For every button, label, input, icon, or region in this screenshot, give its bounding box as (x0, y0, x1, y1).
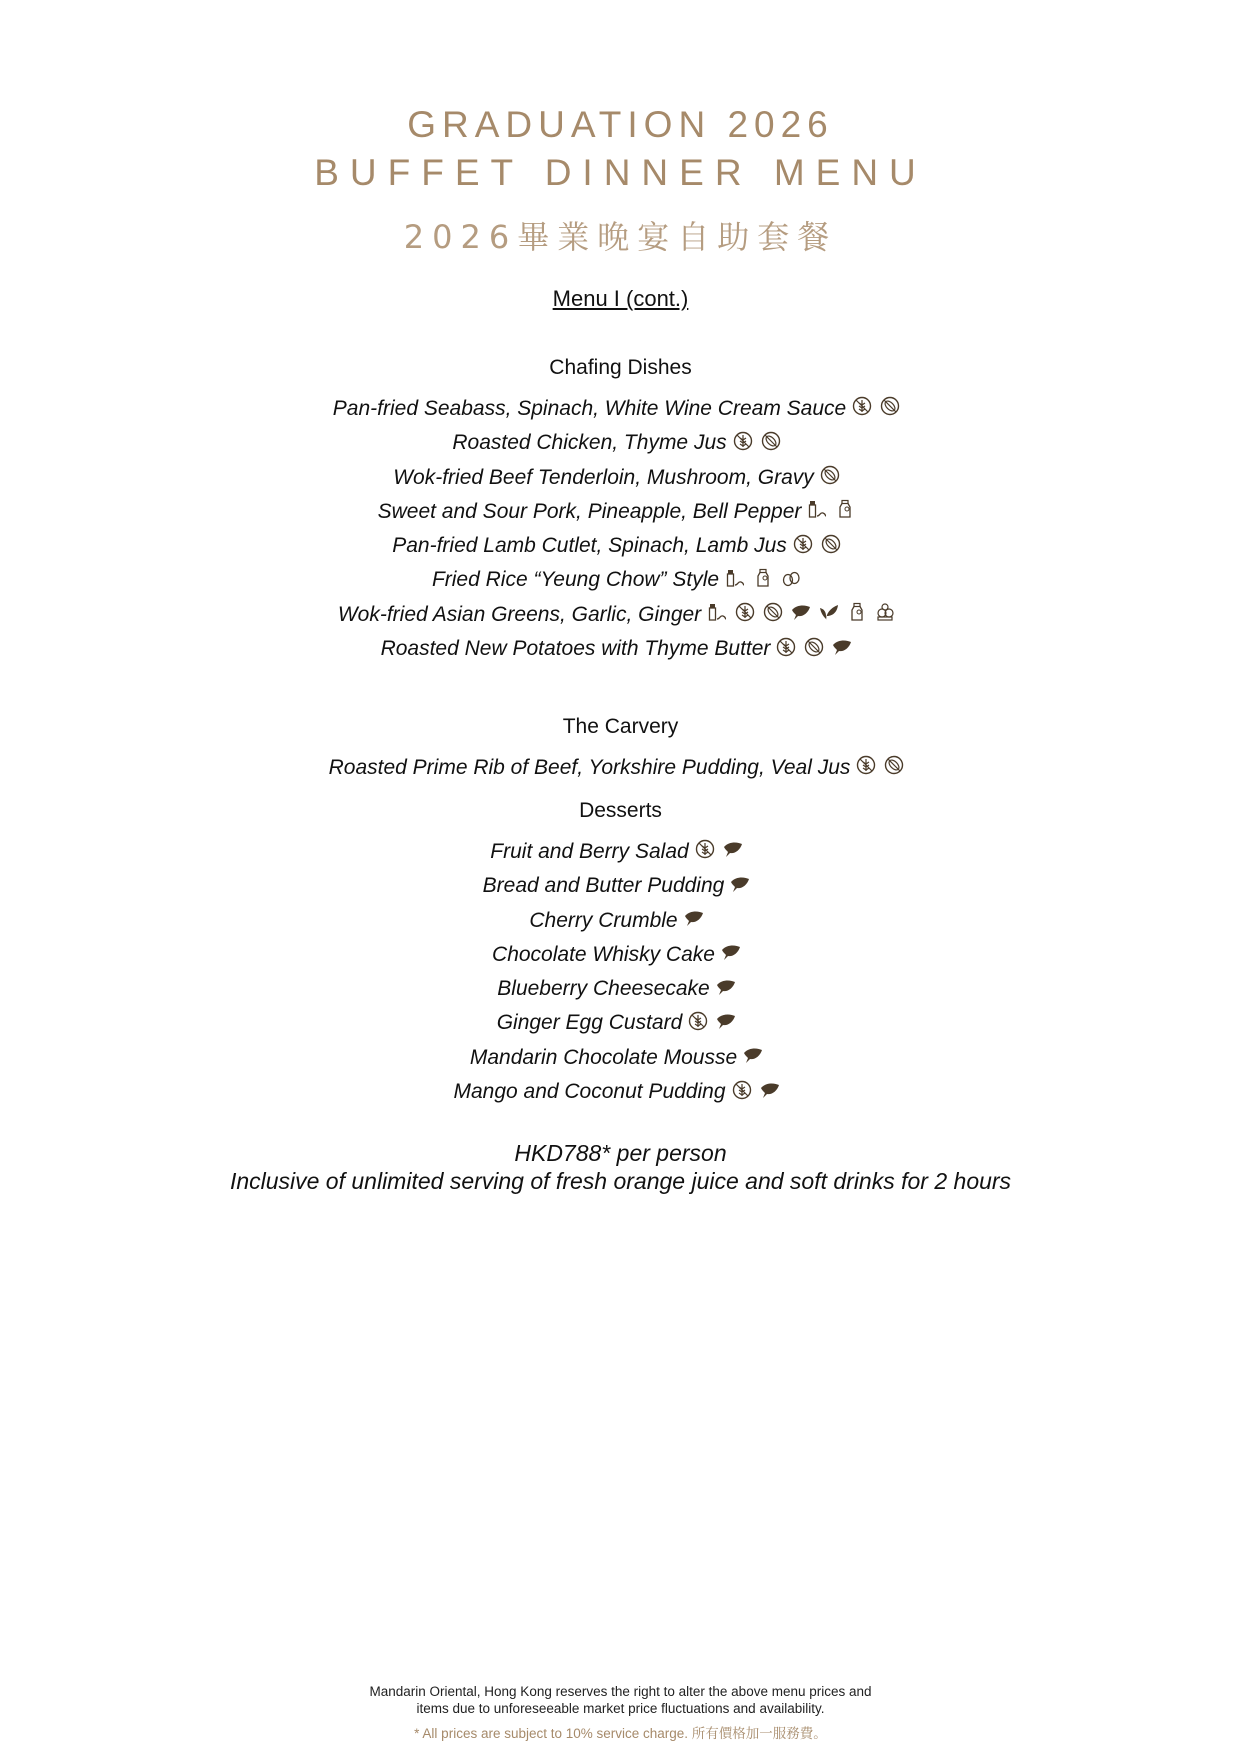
menu-item (0, 455, 1241, 489)
dairy-icon (835, 496, 855, 516)
menu-item (0, 745, 1241, 779)
dietary-icons (776, 626, 860, 660)
gluten-free-icon (776, 634, 796, 654)
vegetarian-icon (684, 905, 704, 925)
menu-item-name: Mango and Coconut Pudding (453, 1080, 726, 1104)
menu-section (0, 715, 1241, 779)
dietary-icons (725, 557, 809, 591)
menu-item-name: Blueberry Cheesecake (497, 977, 710, 1001)
dietary-icons (716, 966, 744, 1000)
dietary-icons (793, 523, 849, 557)
dietary-icons (852, 386, 908, 420)
menu-item-name: Cherry Crumble (529, 908, 678, 932)
menu-item-name: Roasted New Potatoes with Thyme Butter (380, 637, 771, 661)
gluten-free-icon (735, 599, 755, 619)
nut-free-icon (761, 428, 781, 448)
gluten-free-icon (793, 531, 813, 551)
vegetarian-icon (743, 1042, 763, 1062)
soy-icon (807, 496, 827, 516)
dietary-icons (688, 1000, 744, 1034)
dietary-icons (820, 455, 848, 489)
menu-item-name: Roasted Chicken, Thyme Jus (452, 431, 727, 455)
menu-item-name: Bread and Butter Pudding (482, 874, 725, 898)
section-title: Chafing Dishes (549, 356, 692, 379)
vegetarian-icon (723, 836, 743, 856)
menu-item-name: Ginger Egg Custard (496, 1011, 683, 1035)
dietary-icons (730, 863, 758, 897)
vegetarian-icon (730, 871, 750, 891)
nut-free-icon (821, 531, 841, 551)
price: HKD788* per person (514, 1140, 727, 1166)
menu-heading: Menu I (cont.) (552, 286, 689, 311)
title-line-2: BUFFET DINNER MENU (314, 152, 927, 193)
menu-item-name: Roasted Prime Rib of Beef, Yorkshire Pudding, Veal Jus (328, 756, 851, 779)
nut-free-icon (880, 393, 900, 413)
menu-item (0, 626, 1241, 660)
service-charge-note: * All prices are subject to 10% service charge. 所有價格加一服務費。 (414, 1726, 827, 1741)
menu-item-name: Fruit and Berry Salad (490, 840, 689, 863)
menu-section (0, 799, 1241, 1103)
gluten-free-icon (688, 1008, 708, 1028)
dietary-icons (856, 745, 912, 779)
gluten-free-icon (733, 428, 753, 448)
dairy-icon (753, 565, 773, 585)
vegetarian-icon (760, 1077, 780, 1097)
menu-item (0, 420, 1241, 454)
menu-item (0, 829, 1241, 863)
menu-item (0, 863, 1241, 897)
vegetarian-icon (791, 599, 811, 619)
gluten-free-icon (852, 393, 872, 413)
dietary-icons (733, 420, 789, 454)
menu-item (0, 898, 1241, 932)
menu-item (0, 386, 1241, 420)
dietary-icons (707, 592, 903, 626)
nut-free-icon (763, 599, 783, 619)
dietary-icons (807, 489, 863, 523)
footer-disclaimer-1: Mandarin Oriental, Hong Kong reserves the right to alter the above menu prices and (369, 1684, 872, 1699)
menu-item (0, 489, 1241, 523)
dietary-icons (732, 1069, 788, 1103)
vegan-icon (819, 599, 839, 619)
title-chinese: 2026畢業晚宴自助套餐 (403, 218, 838, 256)
menu-item (0, 523, 1241, 557)
inclusive-note: Inclusive of unlimited serving of fresh orange juice and soft drinks for 2 hours (229, 1168, 1012, 1194)
menu-item-name: Mandarin Chocolate Mousse (469, 1045, 738, 1069)
section-title: Desserts (579, 799, 662, 822)
soy-icon (707, 599, 727, 619)
dietary-icons (695, 829, 751, 863)
menu-item (0, 932, 1241, 966)
menu-section (0, 356, 1241, 660)
menu-item (0, 966, 1241, 1000)
menu-item-name: Pan-fried Seabass, Spinach, White Wine Cream Sauce (332, 397, 847, 420)
gluten-free-icon (856, 752, 876, 772)
nut-free-icon (820, 462, 840, 482)
vegetarian-icon (716, 1008, 736, 1028)
menu-item-name: Fried Rice “Yeung Chow” Style (431, 568, 720, 592)
menu-item (0, 1069, 1241, 1103)
soy-icon (725, 565, 745, 585)
vegetables-icon (875, 599, 895, 619)
menu-item-name: Wok-fried Beef Tenderloin, Mushroom, Gravy (393, 465, 814, 489)
menu-item-name: Chocolate Whisky Cake (492, 942, 715, 966)
nut-free-icon (804, 634, 824, 654)
title-line-1: GRADUATION 2026 (407, 104, 834, 145)
menu-item-name: Sweet and Sour Pork, Pineapple, Bell Pepper (377, 499, 802, 523)
menu-item (0, 1000, 1241, 1034)
gluten-free-icon (695, 836, 715, 856)
menu-item-name: Wok-fried Asian Greens, Garlic, Ginger (337, 602, 702, 626)
footer-disclaimer-2: items due to unforeseeable market price fluctuations and availability. (416, 1701, 825, 1716)
menu-item-name: Pan-fried Lamb Cutlet, Spinach, Lamb Jus (392, 534, 787, 558)
dietary-icons (743, 1035, 771, 1069)
vegetarian-icon (721, 939, 741, 959)
section-title: The Carvery (562, 715, 679, 738)
vegetarian-icon (832, 634, 852, 654)
menu-item (0, 592, 1241, 626)
vegetarian-icon (716, 974, 736, 994)
dairy-icon (847, 599, 867, 619)
nut-free-icon (884, 752, 904, 772)
dietary-icons (684, 898, 712, 932)
egg-icon (781, 565, 801, 585)
dietary-icons (721, 932, 749, 966)
menu-item (0, 557, 1241, 591)
gluten-free-icon (732, 1077, 752, 1097)
menu-item (0, 1035, 1241, 1069)
